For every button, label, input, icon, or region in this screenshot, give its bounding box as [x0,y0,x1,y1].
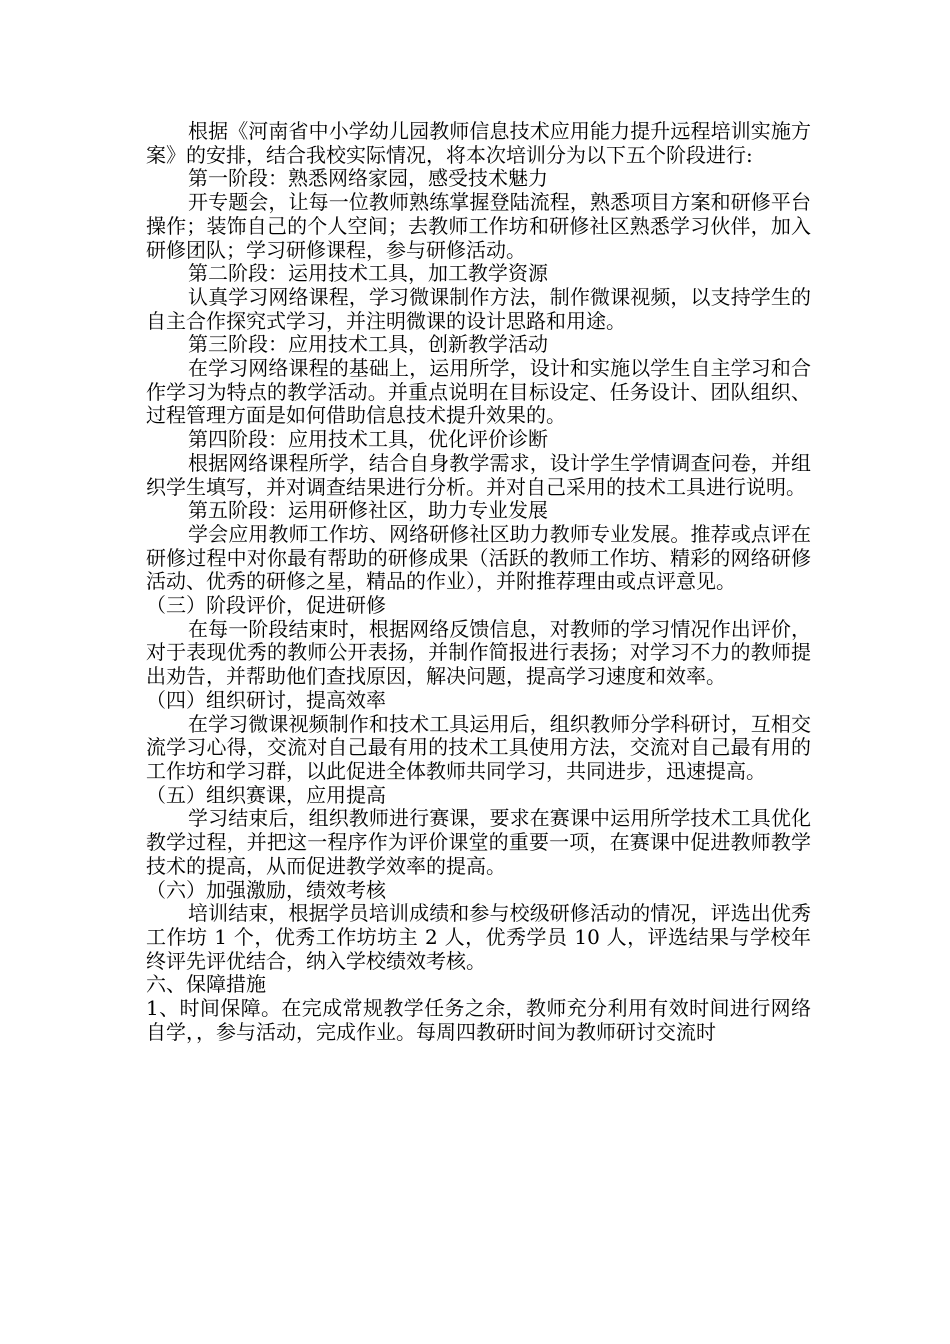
section-heading: （三）阶段评价，促进研修 [146,593,386,618]
stage-heading: 第三阶段：应用技术工具，创新教学活动 [188,332,548,357]
stage-heading: 第二阶段：运用技术工具，加工教学资源 [188,261,548,286]
paragraph: 根据网络课程所学，结合自身教学需求，设计学生学情调查问卷，并组织学生填写，并对调查结果进行分析。并对自己采用的技术工具进行说明。 [146,450,811,499]
chapter-heading: 六、保障措施 [146,972,266,997]
stage-heading: 第五阶段：运用研修社区，助力专业发展 [188,498,548,523]
section-heading: （六）加强激励，绩效考核 [146,877,386,902]
stage-heading: 第四阶段：应用技术工具，优化评价诊断 [188,427,548,452]
paragraph: 在每一阶段结束时，根据网络反馈信息，对教师的学习情况作出评价，对于表现优秀的教师公开表扬，并制作简报进行表扬；对学习不力的教师提出劝告，并帮助他们查找原因，解决问题，提高学习速度和效率。 [146,616,811,689]
paragraph: 在学习网络课程的基础上，运用所学，设计和实施以学生自主学习和合作学习为特点的教学活动。并重点说明在目标设定、任务设计、团队组织、过程管理方面是如何借助信息技术提升效果的。 [146,356,811,428]
paragraph: 根据《河南省中小学幼儿园教师信息技术应用能力提升远程培训实施方案》的安排，结合我校实际情况，将本次培训分为以下五个阶段进行: [146,119,811,167]
paragraph: 学会应用教师工作坊、网络研修社区助力教师专业发展。推荐或点评在研修过程中对你最有帮助的研修成果（活跃的教师工作坊、精彩的网络研修活动、优秀的研修之星，精品的作业），并附推荐理由或点评意见。 [146,521,811,594]
section-heading: （五）组织赛课，应用提高 [146,782,386,807]
paragraph: 开专题会，让每一位教师熟练掌握登陆流程，熟悉项目方案和研修平台操作；装饰自己的个人空间；去教师工作坊和研修社区熟悉学习伙伴，加入研修团队；学习研修课程，参与研修活动。 [146,190,811,262]
document-body [146,120,811,1044]
paragraph: 学习结束后，组织教师进行赛课，要求在赛课中运用所学技术工具优化教学过程，并把这一程序作为评价课堂的重要一项，在赛课中促进教师教学技术的提高，从而促进教学效率的提高。 [146,806,811,878]
paragraph: 在学习微课视频制作和技术工具运用后，组织教师分学科研讨，互相交流学习心得，交流对自己最有用的技术工具使用方法，交流对自己最有用的工作坊和学习群，以此促进全体教师共同学习，共同进步，迅速提高。 [146,711,811,783]
paragraph: 培训结束，根据学员培训成绩和参与校级研修活动的情况，评选出优秀工作坊 1 个，优秀工作坊坊主 2 人，优秀学员 10 人，评选结果与学校年终评先评优结合，纳入学校绩效考核。 [146,901,811,973]
paragraph: 认真学习网络课程，学习微课制作方法，制作微课视频，以支持学生的自主合作探究式学习，并注明微课的设计思路和用途。 [146,284,811,333]
paragraph: 1、时间保障。在完成常规教学任务之余，教师充分利用有效时间进行网络自学，，参与活动，完成作业。每周四教研时间为教师研讨交流时 [146,996,811,1044]
section-heading: （四）组织研讨，提高效率 [146,687,386,712]
stage-heading: 第一阶段：熟悉网络家园，感受技术魅力 [188,166,548,191]
